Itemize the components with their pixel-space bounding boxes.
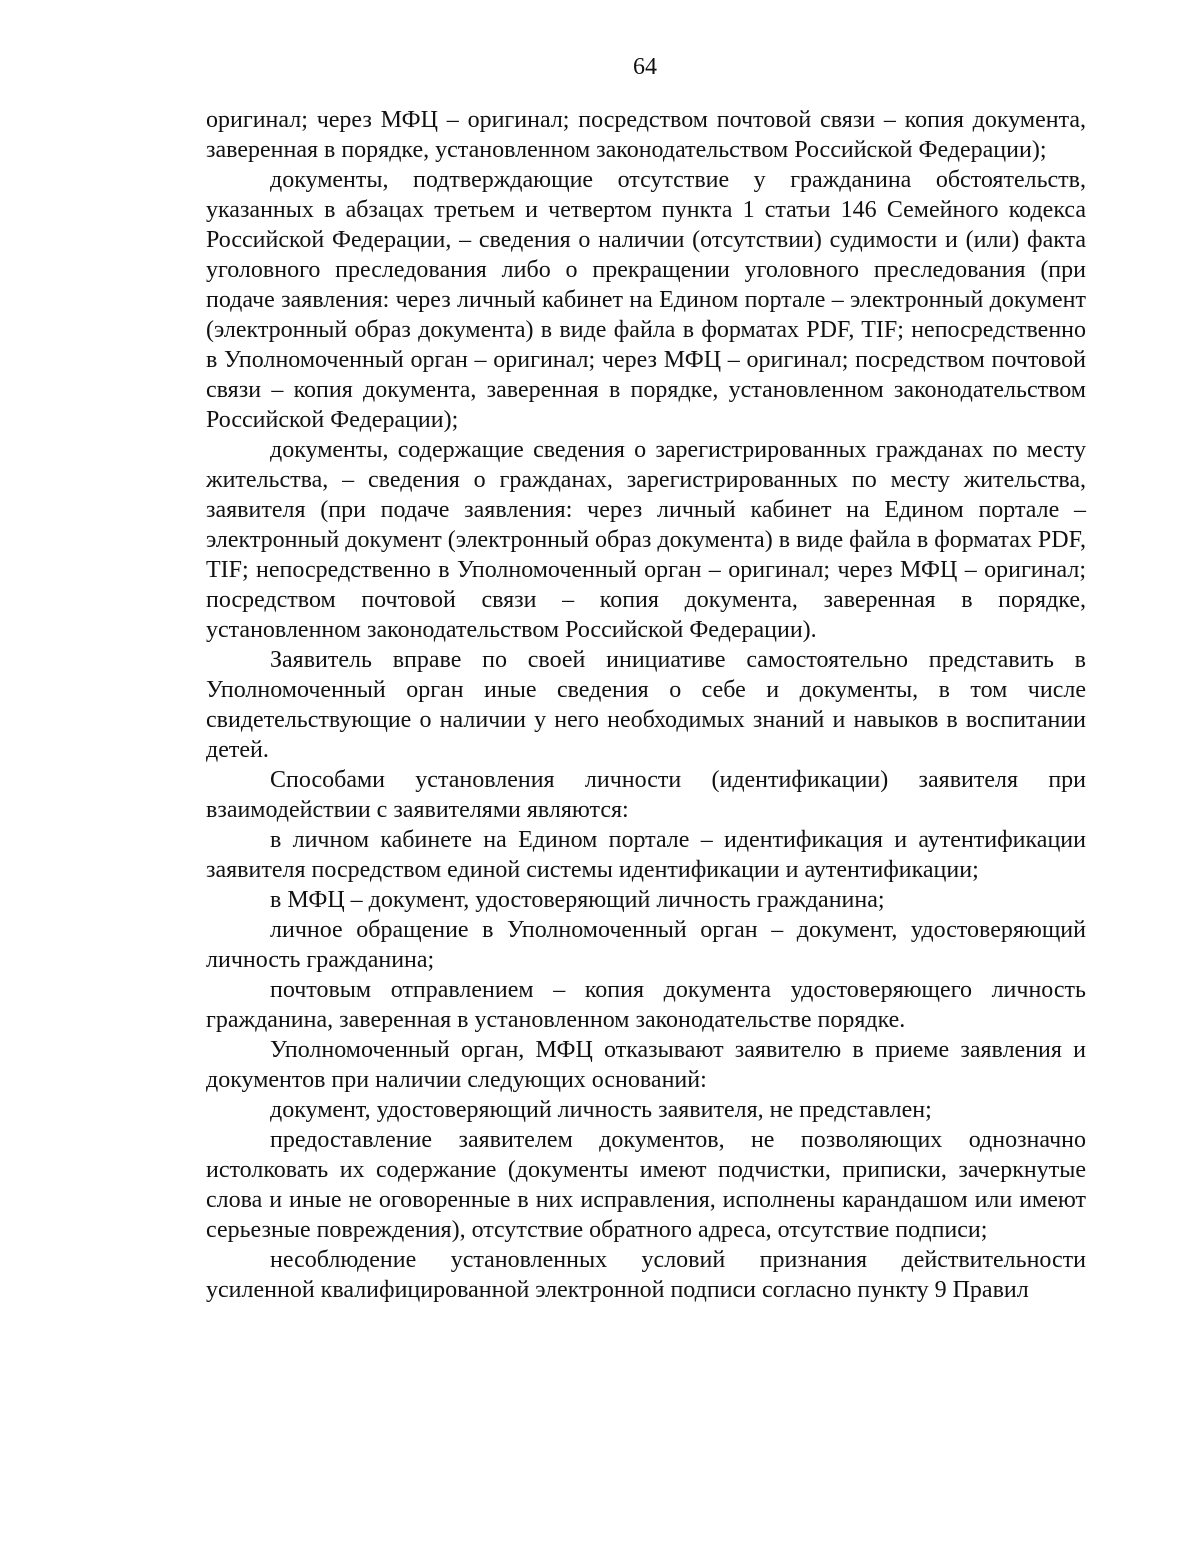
paragraph-registration-documents: документы, содержащие сведения о зарегистрированных гражданах по месту жительства, – сведения о гражданах, зарегистрированных по месту жительства, заявителя (при подаче заявления: через личный кабинет на Едином портале – электронный документ (электронный образ документа) в виде файла в форматах PDF, TIF; непосредственно в Уполномоченный орган – оригинал; через МФЦ – оригинал; посредством почтовой связи – копия документа, заверенная в порядке, установленном законодательством Российской Федерации).	[206, 437, 1086, 643]
paragraph-portal-identification: в личном кабинете на Едином портале – идентификация и аутентификации заявителя посредством единой системы идентификации и аутентификации;	[206, 827, 1086, 883]
paragraph-refusal-unclear-documents: предоставление заявителем документов, не позволяющих однозначно истолковать их содержание (документы имеют подчистки, приписки, зачеркнутые слова и иные не оговоренные в них исправления, исполнены карандашом или имеют серьезные повреждения), отсутствие обратного адреса, отсутствие подписи;	[206, 1127, 1086, 1243]
document-body	[206, 105, 1086, 1305]
paragraph-applicant-right: Заявитель вправе по своей инициативе самостоятельно представить в Уполномоченный орган иные сведения о себе и документы, в том числе свидетельствующие о наличии у него необходимых знаний и навыков в воспитании детей.	[206, 647, 1086, 763]
paragraph-mfc-identification: в МФЦ – документ, удостоверяющий личность гражданина;	[270, 887, 885, 913]
paragraph-personal-visit: личное обращение в Уполномоченный орган – документ, удостоверяющий личность гражданина;	[206, 917, 1086, 973]
paragraph-refusal-grounds: Уполномоченный орган, МФЦ отказывают заявителю в приеме заявления и документов при наличии следующих оснований:	[206, 1037, 1086, 1093]
paragraph-postal-identification: почтовым отправлением – копия документа удостоверяющего личность гражданина, заверенная в установленном законодательстве порядке.	[206, 977, 1086, 1033]
page-number: 64	[633, 54, 657, 80]
paragraph-criminal-record-documents: документы, подтверждающие отсутствие у гражданина обстоятельств, указанных в абзацах третьем и четвертом пункта 1 статьи 146 Семейного кодекса Российской Федерации, – сведения о наличии (отсутствии) судимости и (или) факта уголовного преследования либо о прекращении уголовного преследования (при подаче заявления: через личный кабинет на Едином портале – электронный документ (электронный образ документа) в виде файла в форматах PDF, TIF; непосредственно в Уполномоченный орган – оригинал; через МФЦ – оригинал; посредством почтовой связи – копия документа, заверенная в порядке, установленном законодательством Российской Федерации);	[206, 167, 1086, 433]
paragraph-continuation: оригинал; через МФЦ – оригинал; посредством почтовой связи – копия документа, заверенная в порядке, установленном законодательством Российской Федерации);	[206, 107, 1086, 163]
paragraph-identification-methods: Способами установления личности (идентификации) заявителя при взаимодействии с заявителями являются:	[206, 767, 1086, 823]
paragraph-refusal-no-id: документ, удостоверяющий личность заявителя, не представлен;	[270, 1097, 932, 1123]
paragraph-refusal-signature: несоблюдение установленных условий признания действительности усиленной квалифицированной электронной подписи согласно пункту 9 Правил	[206, 1247, 1086, 1303]
